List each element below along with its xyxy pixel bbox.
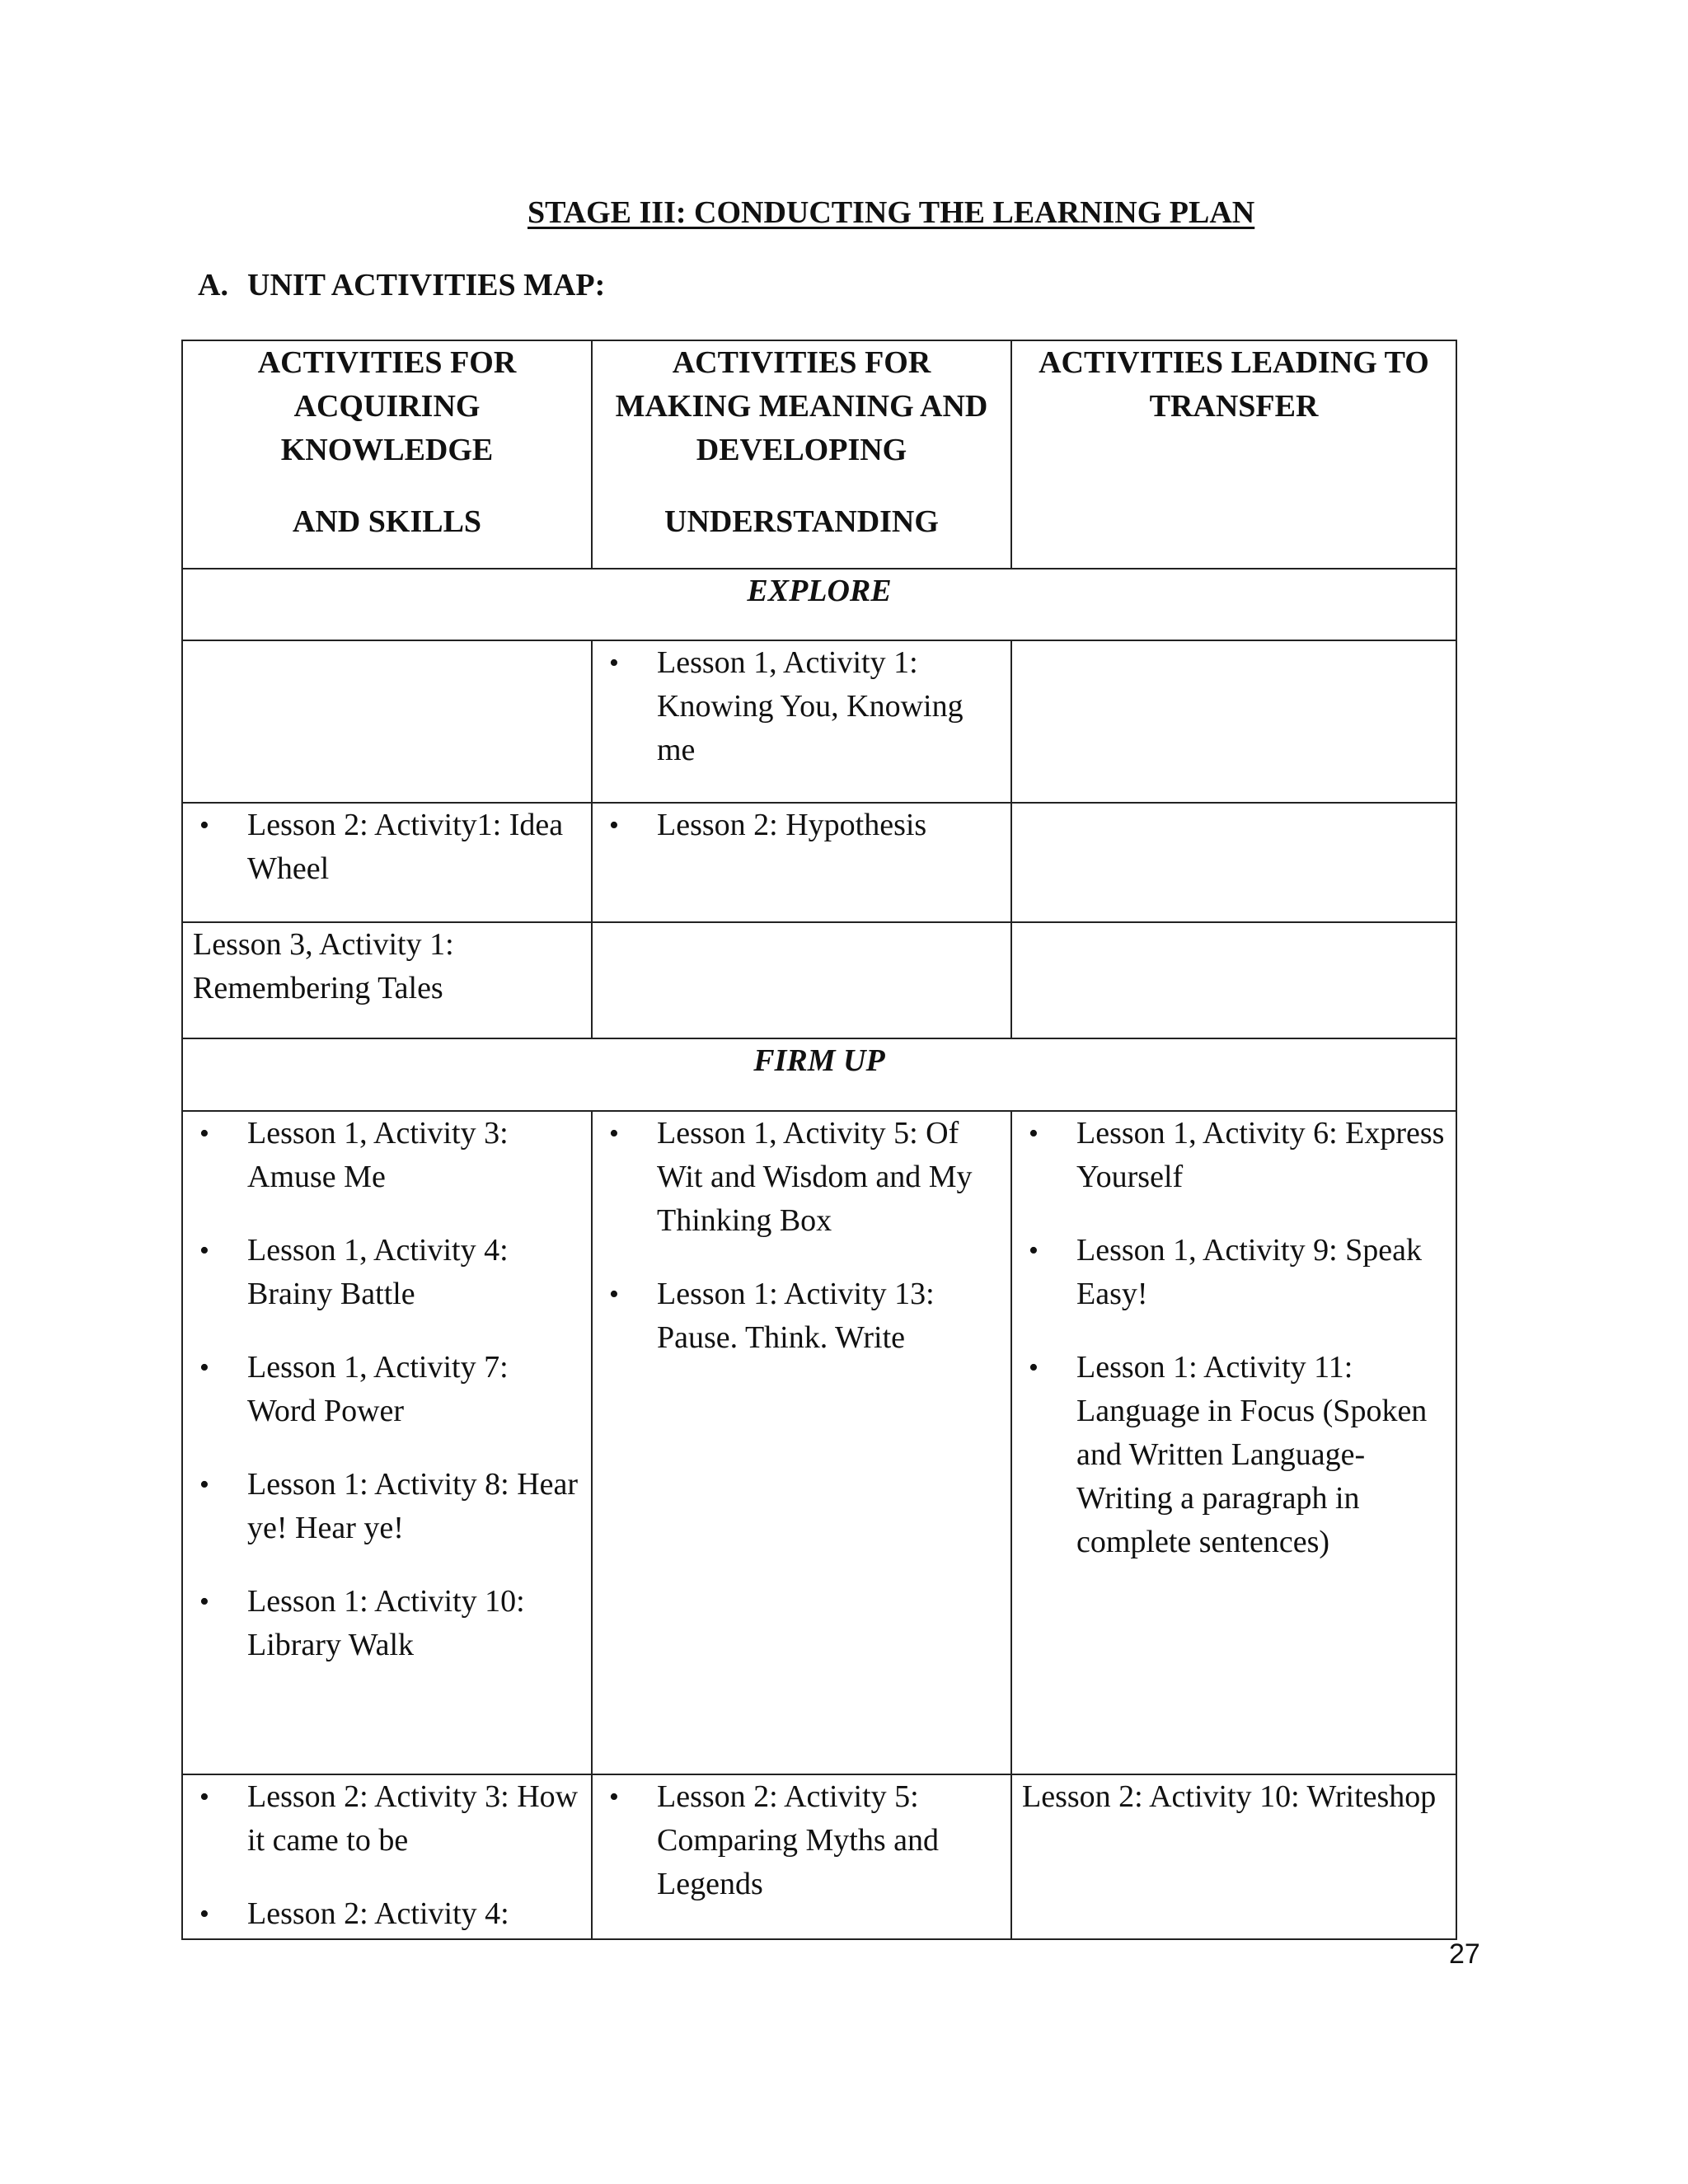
- table-cell: [592, 1774, 1011, 1939]
- table-cell: [592, 922, 1011, 1038]
- bullet-icon: •: [199, 1352, 209, 1383]
- bullet-icon: •: [609, 648, 619, 678]
- stage-label-firm-up: FIRM UP: [182, 1038, 1456, 1111]
- header-row: [182, 340, 1456, 569]
- table-cell: [182, 1111, 592, 1774]
- table-row: [182, 803, 1456, 922]
- cell-text: Lesson 2: Activity 10: Writeshop: [1022, 1779, 1437, 1814]
- page-title: STAGE III: CONDUCTING THE LEARNING PLAN: [528, 195, 1255, 230]
- bullet-icon: •: [199, 1782, 209, 1812]
- section-label: UNIT ACTIVITIES MAP:: [247, 268, 606, 302]
- table-cell: [1011, 1774, 1456, 1939]
- bullet-icon: •: [609, 1782, 619, 1812]
- bullet-icon: •: [609, 810, 619, 841]
- table-row: [182, 1111, 1456, 1774]
- table-cell: [592, 640, 1011, 803]
- bullet-icon: •: [199, 810, 209, 841]
- bullet-icon: •: [199, 1469, 209, 1500]
- table-cell: [1011, 640, 1456, 803]
- bullet-icon: •: [199, 1118, 209, 1149]
- stage-label-explore: EXPLORE: [182, 569, 1456, 640]
- table-row: [182, 922, 1456, 1038]
- column-header-line: ACTIVITIES LEADING TO TRANSFER: [1039, 345, 1429, 424]
- stage-row-explore: [182, 569, 1456, 640]
- section-letter: A.: [198, 268, 228, 302]
- bullet-icon: •: [609, 1279, 619, 1310]
- table-cell: [592, 1111, 1011, 1774]
- list-item: • Lesson 2: Hypothesis: [593, 804, 1002, 847]
- column-header-making-meaning: [592, 340, 1011, 569]
- list-item: • Lesson 1, Activity 5: Of Wit and Wisdom and My Thinking Box: [593, 1112, 1002, 1243]
- bullet-icon: •: [199, 1586, 209, 1617]
- column-header-line: ACTIVITIES FOR ACQUIRING KNOWLEDGE: [257, 345, 517, 467]
- table-cell: [1011, 803, 1456, 922]
- bullet-icon: •: [1029, 1235, 1039, 1266]
- table-row: [182, 640, 1456, 803]
- bullet-icon: •: [199, 1899, 209, 1929]
- bullet-icon: •: [609, 1118, 619, 1149]
- table-cell: [592, 803, 1011, 922]
- cell-text: Lesson 3, Activity 1: Remembering Tales: [193, 927, 454, 1005]
- list-item: • Lesson 1: Activity 8: Hear ye! Hear ye!: [183, 1463, 583, 1550]
- bullet-icon: •: [199, 1235, 209, 1266]
- bullet-icon: •: [1029, 1118, 1039, 1149]
- list-item: • Lesson 1, Activity 4: Brainy Battle: [183, 1229, 583, 1316]
- table-cell: [182, 640, 592, 803]
- list-item: • Lesson 2: Activity1: Idea Wheel: [183, 804, 583, 891]
- list-item: • Lesson 1, Activity 7: Word Power: [183, 1346, 583, 1433]
- column-header-line: AND SKILLS: [292, 504, 482, 539]
- bullet-icon: •: [1029, 1352, 1039, 1383]
- table-cell: [1011, 922, 1456, 1038]
- list-item: • Lesson 1, Activity 1: Knowing You, Knowing me: [593, 641, 1002, 772]
- table-cell: [182, 922, 592, 1038]
- table-cell: [1011, 1111, 1456, 1774]
- list-item: • Lesson 1, Activity 6: Express Yourself: [1012, 1112, 1447, 1199]
- list-item: • Lesson 2: Activity 5: Comparing Myths and Legends: [593, 1775, 1002, 1906]
- list-item: • Lesson 1: Activity 13: Pause. Think. Write: [593, 1272, 1002, 1360]
- list-item: • Lesson 1, Activity 3: Amuse Me: [183, 1112, 583, 1199]
- table-cell: [182, 803, 592, 922]
- list-item: • Lesson 1, Activity 9: Speak Easy!: [1012, 1229, 1447, 1316]
- list-item: • Lesson 1: Activity 11: Language in Focus (Spoken and Written Language- Writing a paragraph in complete sentences): [1012, 1346, 1447, 1564]
- unit-activities-table: [181, 340, 1457, 1940]
- table-cell: [182, 1774, 592, 1939]
- table-row: [182, 1774, 1456, 1939]
- page-number: 27: [1449, 1938, 1480, 1970]
- list-item: • Lesson 2: Activity 3: How it came to be: [183, 1775, 583, 1863]
- column-header-line: ACTIVITIES FOR MAKING MEANING AND DEVELOPING: [615, 345, 988, 467]
- column-header-acquiring: [182, 340, 592, 569]
- column-header-line: UNDERSTANDING: [664, 504, 939, 539]
- stage-row-firm-up: [182, 1038, 1456, 1111]
- column-header-transfer: [1011, 340, 1456, 569]
- list-item: • Lesson 1: Activity 10: Library Walk: [183, 1580, 583, 1667]
- section-heading: [198, 267, 605, 303]
- list-item: • Lesson 2: Activity 4:: [183, 1892, 583, 1936]
